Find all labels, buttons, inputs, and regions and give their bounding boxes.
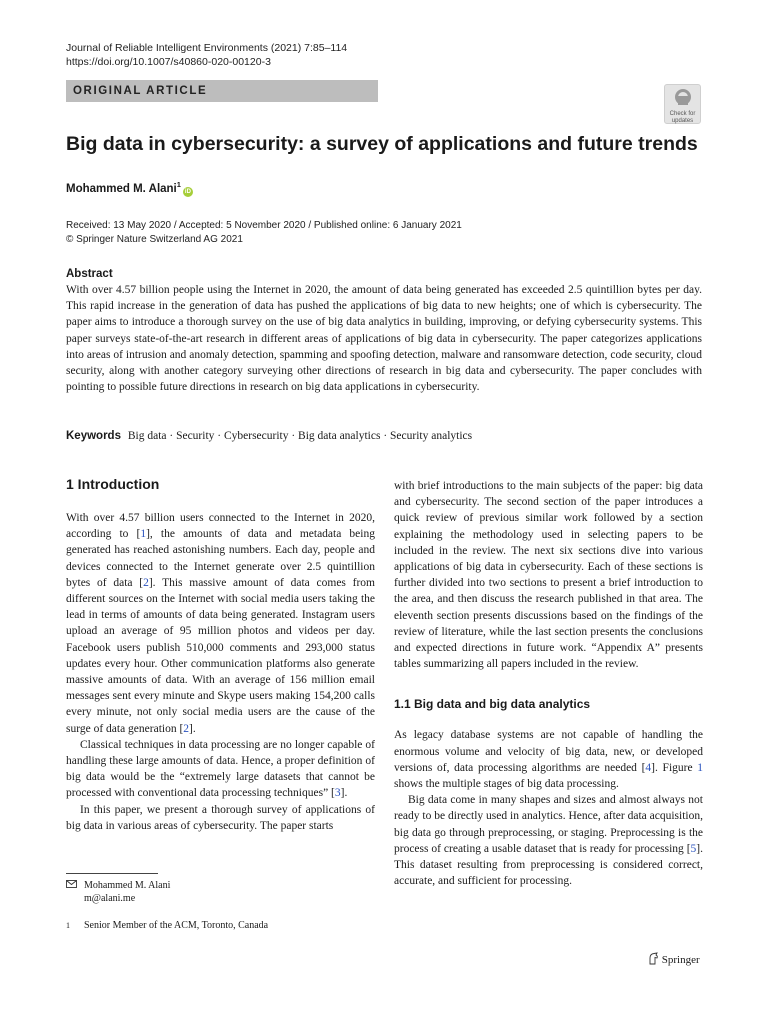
check-badge-line1: Check for	[669, 111, 696, 117]
keywords-heading: Keywords	[66, 430, 121, 442]
subsection-heading-big-data: 1.1 Big data and big data analytics	[394, 697, 591, 712]
springer-horse-icon	[648, 952, 659, 965]
citation-link[interactable]: 2	[183, 722, 190, 735]
abstract-text: With over 4.57 billion people using the Internet in 2020, the amount of data being generated has exceeded 2.5 quintillion bytes per day. This rapid increase in the generation of data has pushed the applications of big data to new heights; one of which is cybersecurity. The paper aims to introduce a thorough survey on the use of big data analytics in building, improving, or defying cybersecurity systems. This paper surveys state-of-the-art research in different areas of applications of big data in cybersecurity. The paper categorizes applications into areas of intrusion and anomaly detection, spamming and spoofing detection, malware and ransomware detection, code security, cloud security, along with another category surveying other directions of research in big data and cybersecurity. The paper concludes with pointing to possible future directions in research on big data applications in cybersecurity.	[66, 284, 702, 394]
citation-link[interactable]: 4	[645, 761, 652, 774]
abstract-heading: Abstract	[66, 268, 113, 280]
corresponding-author-email[interactable]: m@alani.me	[84, 893, 136, 904]
check-for-updates-badge[interactable]	[664, 84, 701, 124]
keywords-line	[66, 430, 472, 442]
citation-link[interactable]: 5	[690, 842, 697, 855]
author-name[interactable]: Mohammed M. Alani	[66, 182, 177, 195]
doi-link[interactable]: https://doi.org/10.1007/s40860-020-00120-3	[66, 56, 271, 68]
subsection-paragraph-1: As legacy database systems are not capable of handling the enormous volume and velocity of big data, new, or developed versions of, data processing algorithms are needed [4]. Figure 1 shows the multiple stages of big data processing.	[394, 729, 703, 791]
check-updates-icon	[674, 88, 692, 106]
article-dates	[66, 219, 462, 247]
figure-link[interactable]: 1	[697, 761, 703, 774]
citation-link[interactable]: 1	[140, 528, 147, 541]
journal-citation: Journal of Reliable Intelligent Environments (2021) 7:85–114	[66, 42, 348, 54]
article-title: Big data in cybersecurity: a survey of applications and future trends	[66, 133, 698, 155]
footnote-mark: 1	[66, 921, 70, 930]
author-affiliation-mark: 1	[176, 180, 181, 189]
author-line	[66, 180, 193, 197]
right-column	[394, 478, 703, 889]
intro-paragraph-3: In this paper, we present a thorough survey of applications of big data in various areas of cybersecurity. The paper starts	[66, 803, 375, 832]
intro-paragraph-1: With over 4.57 billion users connected to the Internet in 2020, according to [1], the amounts of data and metadata being generated has reached astonishing numbers. Each day, people and devices connected to the Internet generate over 2.5 quintillion bytes of data [2]. This massive amount of data comes from different sources on the Internet with social media users taking the lead in terms of amounts of data being generated. Instagram users upload an average of 95 million photos and videos per day. Facebook users publish 510,000 comments and 293,000 status updates every hour. Other communication platforms also generate massive amounts of data. With an average of 156 million email messages sent every minute and Skype users making 154,200 calls every minute, not only social media users are the cause of the surge of data generation [2].	[66, 512, 375, 735]
publisher-mark	[648, 952, 700, 966]
check-badge-line2: updates	[671, 117, 694, 124]
left-column	[66, 476, 375, 834]
section-heading-introduction: 1 Introduction	[66, 476, 160, 492]
publication-dates: Received: 13 May 2020 / Accepted: 5 November 2020 / Published online: 6 January 2021	[66, 220, 462, 231]
publisher-name: Springer	[661, 954, 700, 966]
keywords-list: Big data · Security · Cybersecurity · Big data analytics · Security analytics	[127, 430, 473, 442]
footnote-divider	[66, 873, 158, 874]
copyright: © Springer Nature Switzerland AG 2021	[66, 234, 243, 245]
intro-paragraph-3-continued: with brief introductions to the main subjects of the paper: big data and cybersecurity. The second section of the paper introduces a quick review of previous similar work followed by a section explaining the methodology used in selecting papers to be included in the review. The next six sections dive into various applications of big data in cybersecurity. Each of these sections is further divided into two sections to present a brief introduction to the area, and then discuss the research published in that area. The eleventh section presents discussions based on the findings of the review of literature, while the last section presents the conclusions and expected directions in future work. “Appendix A” presents tables summarizing all papers included in the review.	[394, 480, 703, 671]
footnote-text: Senior Member of the ACM, Toronto, Canada	[84, 920, 269, 931]
article-type-banner: ORIGINAL ARTICLE	[66, 80, 378, 102]
journal-info	[66, 41, 347, 69]
corresponding-author-name: Mohammed M. Alani	[84, 880, 171, 891]
citation-link[interactable]: 2	[143, 576, 149, 589]
citation-link[interactable]: 3	[334, 787, 341, 800]
intro-paragraph-2: Classical techniques in data processing are no longer capable of handling these large amounts of data. Hence, a proper definition of big data would be the “extremely large datasets that cannot be processed with conventional data processing techniques” [3].	[66, 738, 375, 800]
footnotes	[66, 879, 268, 932]
envelope-icon	[66, 879, 84, 905]
orcid-icon[interactable]: iD	[184, 188, 191, 195]
subsection-paragraph-2: Big data come in many shapes and sizes and almost always not ready to be directly used in analytics. Hence, after data acquisition, big data go through preprocessing, or staging. Preprocessing is the process of creating a usable dataset that is ready for processing [5]. This dataset resulting from preprocessing is considered correct, accurate, and sufficient for processing.	[394, 794, 703, 888]
